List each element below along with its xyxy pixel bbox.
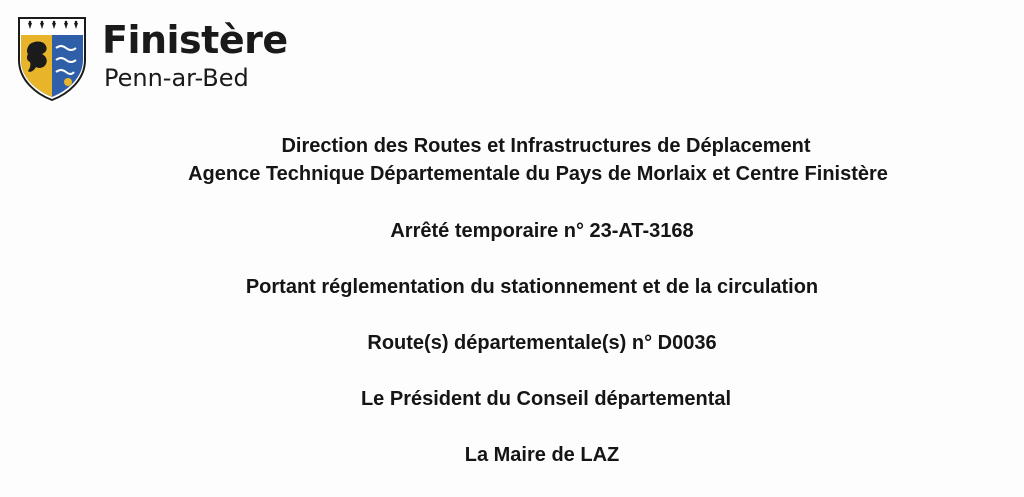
president-line: Le Président du Conseil départemental	[360, 388, 732, 410]
direction-title: Direction des Routes et Infrastructures de Déplacement	[281, 135, 811, 157]
brand-name: Finistère	[102, 18, 288, 62]
route-reference: Route(s) départementale(s) n° D0036	[367, 332, 717, 354]
finistere-logo	[16, 14, 286, 102]
arrete-object: Portant réglementation du stationnement et de la circulation	[245, 276, 819, 298]
brand-subtitle: Penn-ar-Bed	[104, 64, 249, 92]
arrete-number: Arrêté temporaire n° 23-AT-3168	[390, 220, 694, 242]
maire-line: La Maire de LAZ	[464, 444, 620, 466]
agence-title: Agence Technique Départementale du Pays de Morlaix et Centre Finistère	[188, 163, 888, 185]
finistere-crest-icon	[16, 14, 88, 102]
